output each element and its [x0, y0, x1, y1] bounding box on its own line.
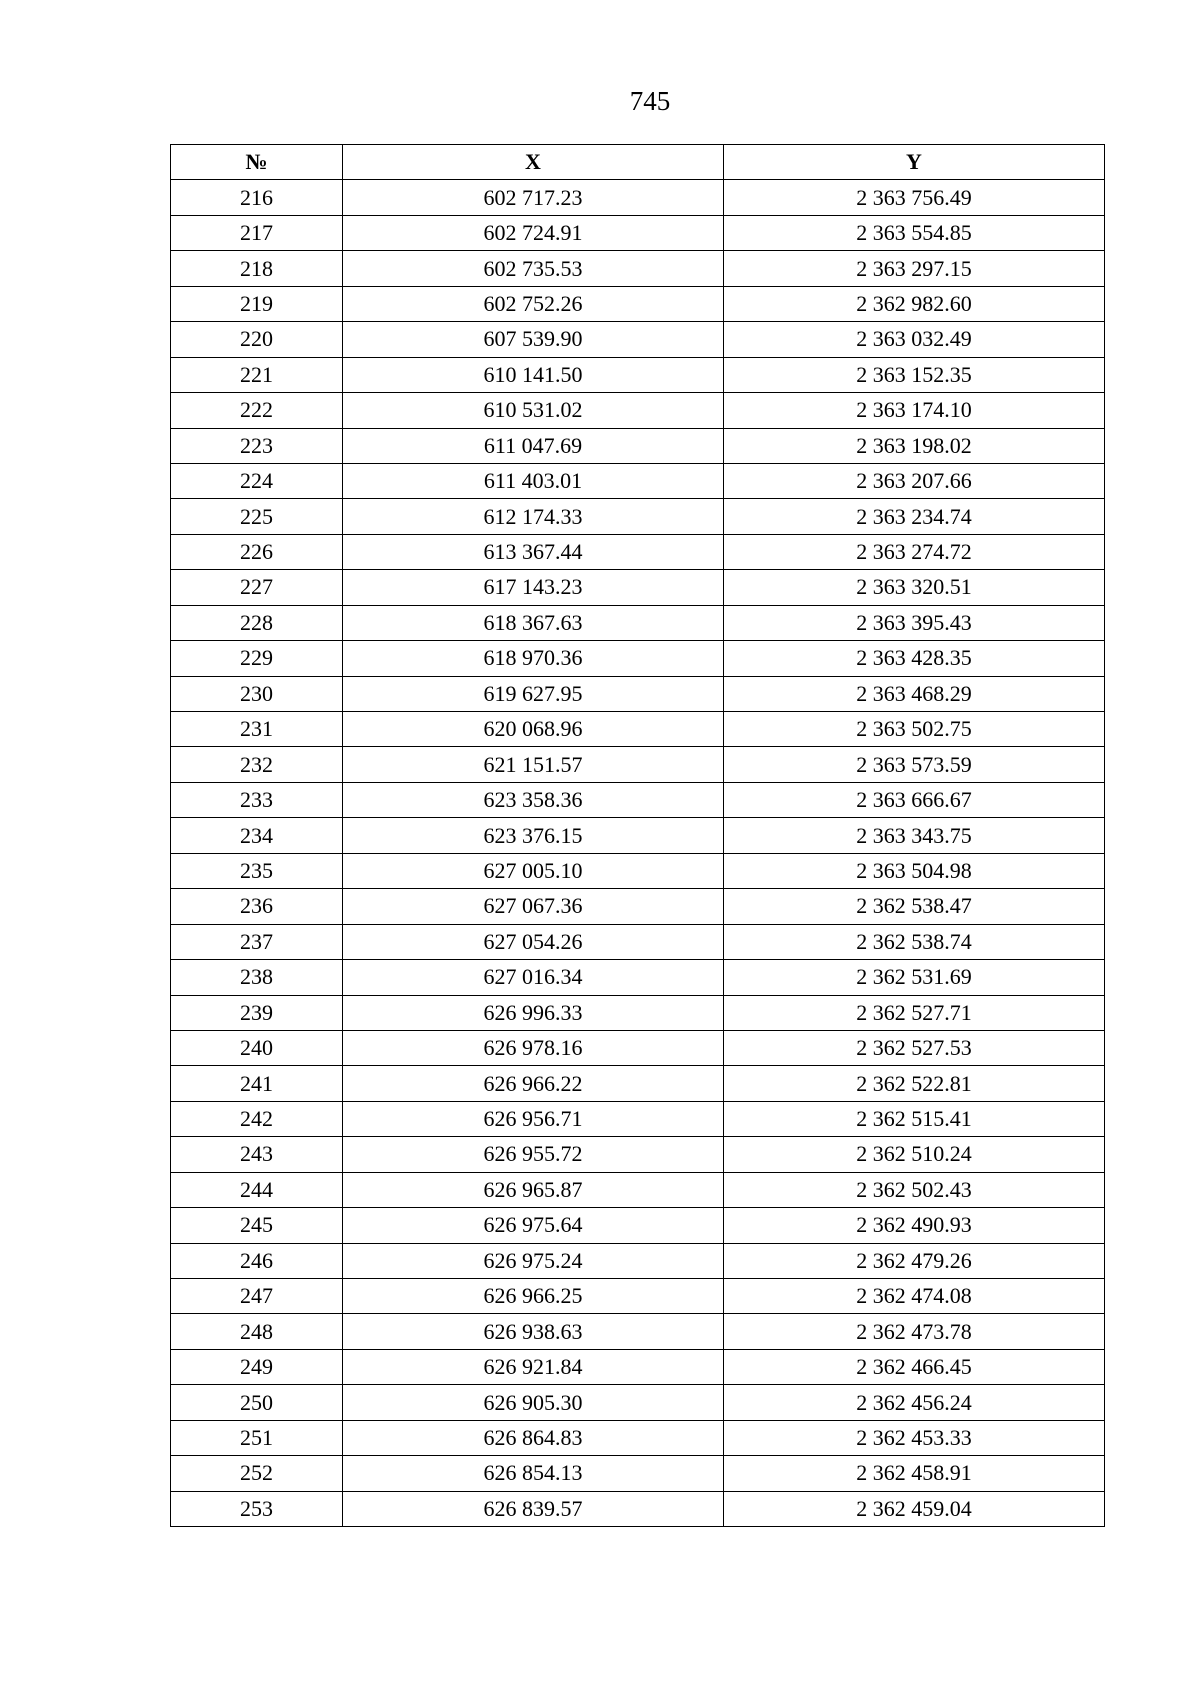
table-row: [171, 889, 1105, 924]
table-row: [171, 534, 1105, 569]
cell-number: 216: [171, 180, 343, 215]
cell-x: 610 141.50: [343, 357, 724, 392]
cell-x: 626 938.63: [343, 1314, 724, 1349]
cell-x: 626 854.13: [343, 1456, 724, 1491]
cell-number: 226: [171, 534, 343, 569]
cell-x: 626 975.64: [343, 1208, 724, 1243]
cell-number: 248: [171, 1314, 343, 1349]
cell-x: 626 956.71: [343, 1101, 724, 1136]
cell-x: 626 955.72: [343, 1137, 724, 1172]
cell-number: 236: [171, 889, 343, 924]
cell-y: 2 363 174.10: [724, 393, 1105, 428]
table-row: [171, 995, 1105, 1030]
cell-y: 2 363 666.67: [724, 782, 1105, 817]
cell-number: 245: [171, 1208, 343, 1243]
cell-number: 247: [171, 1279, 343, 1314]
cell-number: 223: [171, 428, 343, 463]
cell-number: 232: [171, 747, 343, 782]
cell-number: 244: [171, 1172, 343, 1207]
cell-number: 241: [171, 1066, 343, 1101]
cell-y: 2 363 234.74: [724, 499, 1105, 534]
cell-y: 2 362 459.04: [724, 1491, 1105, 1526]
cell-x: 602 717.23: [343, 180, 724, 215]
cell-x: 621 151.57: [343, 747, 724, 782]
cell-number: 225: [171, 499, 343, 534]
cell-number: 240: [171, 1030, 343, 1065]
cell-number: 218: [171, 251, 343, 286]
cell-x: 626 978.16: [343, 1030, 724, 1065]
table-row: [171, 605, 1105, 640]
cell-x: 626 839.57: [343, 1491, 724, 1526]
table-row: [171, 463, 1105, 498]
cell-number: 233: [171, 782, 343, 817]
cell-y: 2 362 515.41: [724, 1101, 1105, 1136]
cell-y: 2 363 504.98: [724, 853, 1105, 888]
cell-y: 2 362 527.71: [724, 995, 1105, 1030]
cell-y: 2 363 502.75: [724, 712, 1105, 747]
cell-x: 619 627.95: [343, 676, 724, 711]
cell-x: 602 724.91: [343, 215, 724, 250]
page-number: 745: [629, 86, 671, 116]
cell-y: 2 362 538.47: [724, 889, 1105, 924]
cell-y: 2 363 207.66: [724, 463, 1105, 498]
cell-x: 623 358.36: [343, 782, 724, 817]
cell-number: 217: [171, 215, 343, 250]
cell-y: 2 363 320.51: [724, 570, 1105, 605]
cell-x: 607 539.90: [343, 322, 724, 357]
table-row: [171, 1279, 1105, 1314]
cell-number: 220: [171, 322, 343, 357]
cell-number: 239: [171, 995, 343, 1030]
cell-x: 626 864.83: [343, 1420, 724, 1455]
cell-y: 2 362 479.26: [724, 1243, 1105, 1278]
cell-y: 2 363 573.59: [724, 747, 1105, 782]
cell-x: 610 531.02: [343, 393, 724, 428]
cell-y: 2 362 490.93: [724, 1208, 1105, 1243]
table-row: [171, 322, 1105, 357]
cell-y: 2 362 466.45: [724, 1349, 1105, 1384]
cell-y: 2 362 522.81: [724, 1066, 1105, 1101]
cell-y: 2 362 474.08: [724, 1279, 1105, 1314]
cell-x: 620 068.96: [343, 712, 724, 747]
table-row: [171, 1208, 1105, 1243]
cell-x: 626 905.30: [343, 1385, 724, 1420]
cell-y: 2 362 473.78: [724, 1314, 1105, 1349]
table-row: [171, 924, 1105, 959]
cell-number: 253: [171, 1491, 343, 1526]
table-row: [171, 1456, 1105, 1491]
cell-number: 224: [171, 463, 343, 498]
cell-number: 222: [171, 393, 343, 428]
cell-y: 2 362 458.91: [724, 1456, 1105, 1491]
cell-number: 251: [171, 1420, 343, 1455]
table-row: [171, 1314, 1105, 1349]
cell-y: 2 363 428.35: [724, 641, 1105, 676]
table-header-row: [171, 145, 1105, 180]
cell-y: 2 362 456.24: [724, 1385, 1105, 1420]
table-row: [171, 180, 1105, 215]
cell-y: 2 363 554.85: [724, 215, 1105, 250]
cell-number: 238: [171, 960, 343, 995]
cell-x: 618 367.63: [343, 605, 724, 640]
cell-x: 626 921.84: [343, 1349, 724, 1384]
cell-y: 2 362 538.74: [724, 924, 1105, 959]
cell-y: 2 363 274.72: [724, 534, 1105, 569]
table-row: [171, 1030, 1105, 1065]
cell-x: 626 966.22: [343, 1066, 724, 1101]
cell-x: 627 016.34: [343, 960, 724, 995]
cell-x: 626 975.24: [343, 1243, 724, 1278]
cell-x: 617 143.23: [343, 570, 724, 605]
cell-number: 234: [171, 818, 343, 853]
cell-x: 627 005.10: [343, 853, 724, 888]
column-header-number: №: [171, 145, 343, 180]
cell-x: 626 966.25: [343, 1279, 724, 1314]
table-body: [171, 180, 1105, 1527]
table-row: [171, 1101, 1105, 1136]
table-row: [171, 1066, 1105, 1101]
table-row: [171, 393, 1105, 428]
table-row: [171, 712, 1105, 747]
cell-y: 2 362 531.69: [724, 960, 1105, 995]
table-row: [171, 1243, 1105, 1278]
table-row: [171, 1491, 1105, 1526]
cell-x: 618 970.36: [343, 641, 724, 676]
cell-x: 611 047.69: [343, 428, 724, 463]
table-row: [171, 747, 1105, 782]
table-row: [171, 570, 1105, 605]
cell-x: 602 735.53: [343, 251, 724, 286]
cell-y: 2 362 502.43: [724, 1172, 1105, 1207]
table-row: [171, 428, 1105, 463]
table-row: [171, 1137, 1105, 1172]
cell-number: 227: [171, 570, 343, 605]
cell-y: 2 363 395.43: [724, 605, 1105, 640]
table-row: [171, 782, 1105, 817]
cell-number: 235: [171, 853, 343, 888]
cell-number: 243: [171, 1137, 343, 1172]
table-row: [171, 1172, 1105, 1207]
cell-y: 2 363 152.35: [724, 357, 1105, 392]
table-row: [171, 1385, 1105, 1420]
cell-y: 2 362 982.60: [724, 286, 1105, 321]
cell-number: 237: [171, 924, 343, 959]
table-row: [171, 1349, 1105, 1384]
cell-y: 2 362 527.53: [724, 1030, 1105, 1065]
cell-y: 2 363 343.75: [724, 818, 1105, 853]
cell-x: 613 367.44: [343, 534, 724, 569]
cell-y: 2 362 510.24: [724, 1137, 1105, 1172]
cell-y: 2 363 198.02: [724, 428, 1105, 463]
cell-number: 219: [171, 286, 343, 321]
table-row: [171, 1420, 1105, 1455]
cell-number: 246: [171, 1243, 343, 1278]
table-row: [171, 853, 1105, 888]
cell-number: 252: [171, 1456, 343, 1491]
cell-x: 612 174.33: [343, 499, 724, 534]
table-row: [171, 499, 1105, 534]
cell-y: 2 363 297.15: [724, 251, 1105, 286]
table-row: [171, 251, 1105, 286]
cell-y: 2 362 453.33: [724, 1420, 1105, 1455]
cell-number: 229: [171, 641, 343, 676]
cell-number: 221: [171, 357, 343, 392]
cell-y: 2 363 032.49: [724, 322, 1105, 357]
cell-x: 626 996.33: [343, 995, 724, 1030]
cell-x: 627 054.26: [343, 924, 724, 959]
cell-x: 611 403.01: [343, 463, 724, 498]
cell-x: 602 752.26: [343, 286, 724, 321]
cell-number: 249: [171, 1349, 343, 1384]
table-row: [171, 641, 1105, 676]
cell-number: 242: [171, 1101, 343, 1136]
column-header-x: X: [343, 145, 724, 180]
table-row: [171, 286, 1105, 321]
cell-x: 627 067.36: [343, 889, 724, 924]
table-row: [171, 357, 1105, 392]
cell-x: 626 965.87: [343, 1172, 724, 1207]
cell-y: 2 363 468.29: [724, 676, 1105, 711]
cell-number: 228: [171, 605, 343, 640]
cell-number: 231: [171, 712, 343, 747]
cell-number: 230: [171, 676, 343, 711]
cell-number: 250: [171, 1385, 343, 1420]
table-row: [171, 960, 1105, 995]
table-row: [171, 215, 1105, 250]
cell-y: 2 363 756.49: [724, 180, 1105, 215]
table-row: [171, 676, 1105, 711]
column-header-y: Y: [724, 145, 1105, 180]
coordinates-table: [170, 144, 1105, 1527]
table-row: [171, 818, 1105, 853]
cell-x: 623 376.15: [343, 818, 724, 853]
